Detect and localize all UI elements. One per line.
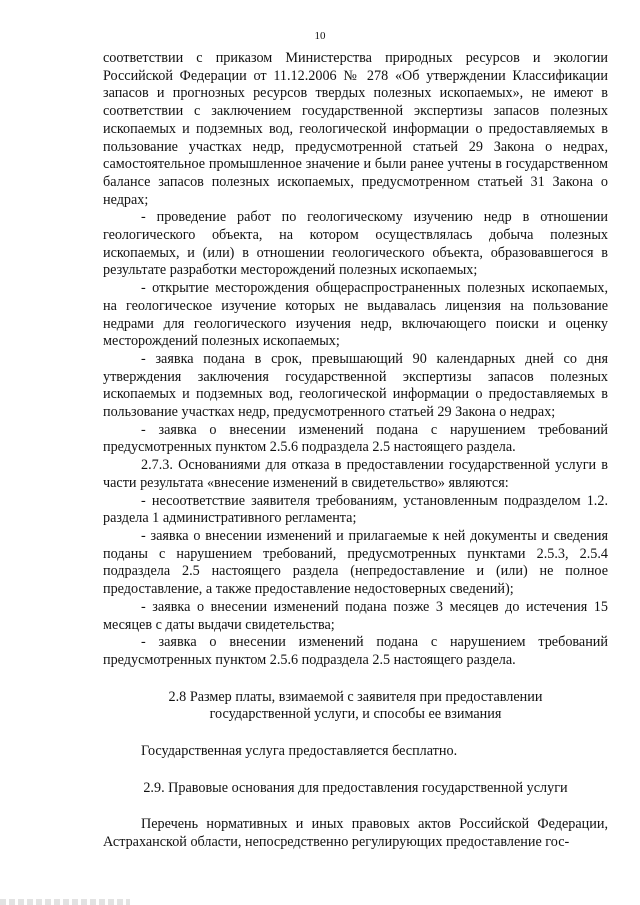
paragraph: Перечень нормативных и иных правовых актов Российской Федерации, Астраханской области, непосредственно регулирующих предоставление гос- (103, 816, 608, 851)
paragraph: соответствии с приказом Министерства природных ресурсов и экологии Российской Федерации от 11.12.2006 № 278 «Об утверждении Классификации запасов и прогнозных ресурсов твердых полезных ископаемых», не имеют в соответствии с заключением государственной экспертизы запасов полезных ископаемых и подземных вод, геологической информации о предоставляемых в пользование участках недр, предусмотренной статьей 29 Закона о недрах, самостоятельное промышленное значение и были ранее учтены в государственном балансе запасов полезных ископаемых, предусмотренном статьей 31 Закона о недрах; (103, 50, 608, 208)
list-item: - открытие месторождения общераспространенных полезных ископаемых, на геологическое изучение которых не выдавалась лицензия на пользование недрами для геологического изучения недр, включающего поиски и оценку месторождений полезных ископаемых; (103, 280, 608, 350)
scan-artifact (0, 899, 130, 905)
list-item: - заявка о внесении изменений подана с нарушением требований предусмотренных пунктом 2.5.6 подраздела 2.5 настоящего раздела. (103, 421, 608, 456)
list-item: - заявка подана в срок, превышающий 90 календарных дней со дня утверждения заключения государственной экспертизы запасов полезных ископаемых и подземных вод, геологической информации о предоставляемых в пользование участках недр, предусмотренного статьей 29 Закона о недрах; (103, 350, 608, 421)
section-heading-2-9: 2.9. Правовые основания для предоставления государственной услуги (143, 779, 568, 796)
list-item: - проведение работ по геологическому изучению недр в отношении геологического объекта, на котором осуществлялась добыча полезных ископаемых, и (или) в отношении геологического объекта, образовавшегося в результате разработки месторождений полезных ископаемых; (103, 209, 608, 279)
paragraph: Государственная услуга предоставляется бесплатно. (141, 743, 458, 760)
list-item: - заявка о внесении изменений и прилагаемые к ней документы и сведения поданы с нарушением требований, предусмотренных пунктами 2.5.3, 2.5.4 подраздела 2.5 настоящего раздела (непредоставление и (или) не полное предоставление, а также предоставление недостоверных сведений); (103, 527, 608, 598)
list-item: - несоответствие заявителя требованиям, установленным подразделом 1.2. раздела 1 административного регламента; (103, 492, 608, 527)
list-item: - заявка о внесении изменений подана с нарушением требований предусмотренных пунктом 2.5.6 подраздела 2.5 настоящего раздела. (103, 634, 608, 668)
list-item: - заявка о внесении изменений подана позже 3 месяцев до истечения 15 месяцев с даты выдачи свидетельства; (103, 598, 608, 633)
document-body (103, 50, 608, 852)
section-heading-2-8-line1: 2.8 Размер платы, взимаемой с заявителя при предоставлении (168, 688, 543, 705)
section-heading-2-8-line2: государственной услуги, и способы ее взимания (209, 706, 502, 723)
page-number: 10 (314, 30, 326, 42)
paragraph: 2.7.3. Основаниями для отказа в предоставлении государственной услуги в части результата «внесение изменений в свидетельство» являются: (103, 457, 608, 491)
